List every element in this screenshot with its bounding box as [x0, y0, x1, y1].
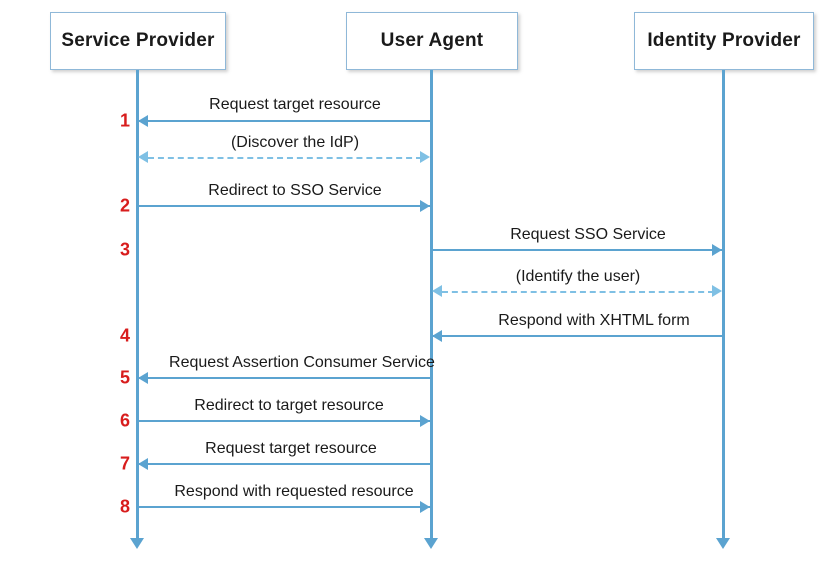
message-arrowhead-discover-idp-left	[138, 151, 148, 163]
step-number-8: 8	[119, 496, 130, 517]
step-number-6: 6	[119, 410, 130, 431]
message-line-4	[432, 335, 723, 337]
message-arrowhead-discover-idp-right	[420, 151, 430, 163]
actor-label-identity-provider: Identity Provider	[647, 30, 801, 51]
message-label-7: Request target resource	[205, 440, 377, 457]
message-label-identify-user: (Identify the user)	[515, 268, 641, 285]
message-arrowhead-1	[138, 115, 148, 127]
message-line-7	[138, 463, 431, 465]
message-line-3	[432, 249, 722, 251]
lifeline-arrow-user-agent	[424, 538, 438, 549]
message-arrowhead-identify-user-right	[712, 285, 722, 297]
message-arrowhead-6	[420, 415, 430, 427]
message-line-1	[138, 120, 431, 122]
step-number-5: 5	[119, 367, 130, 388]
message-arrowhead-2	[420, 200, 430, 212]
lifeline-arrow-service-provider	[130, 538, 144, 549]
message-arrowhead-7	[138, 458, 148, 470]
message-label-2: Redirect to SSO Service	[208, 182, 382, 199]
message-label-5: Request Assertion Consumer Service	[169, 354, 435, 371]
actor-box-service-provider	[50, 12, 226, 70]
message-label-3: Request SSO Service	[510, 226, 666, 243]
message-arrowhead-4	[432, 330, 442, 342]
actor-box-identity-provider	[634, 12, 814, 70]
message-label-1: Request target resource	[209, 96, 381, 113]
message-label-6: Redirect to target resource	[194, 397, 384, 414]
actor-box-user-agent	[346, 12, 518, 70]
lifeline-identity-provider	[722, 70, 725, 538]
message-line-8	[138, 506, 430, 508]
step-number-3: 3	[119, 239, 130, 260]
message-label-4: Respond with XHTML form	[498, 312, 690, 329]
message-arrowhead-identify-user-left	[432, 285, 442, 297]
message-line-5	[138, 377, 431, 379]
actor-label-user-agent: User Agent	[380, 30, 484, 51]
message-arrowhead-8	[420, 501, 430, 513]
step-number-2: 2	[119, 195, 130, 216]
step-number-7: 7	[119, 453, 130, 474]
message-line-2	[138, 205, 430, 207]
message-arrowhead-5	[138, 372, 148, 384]
message-label-8: Respond with requested resource	[174, 483, 414, 500]
message-label-discover-idp: (Discover the IdP)	[230, 134, 360, 151]
message-line-identify-user	[442, 291, 714, 293]
message-arrowhead-3	[712, 244, 722, 256]
actor-label-service-provider: Service Provider	[61, 30, 215, 51]
message-line-discover-idp	[148, 157, 422, 159]
step-number-4: 4	[119, 325, 130, 346]
message-line-6	[138, 420, 430, 422]
lifeline-arrow-identity-provider	[716, 538, 730, 549]
lifeline-user-agent	[430, 70, 433, 538]
step-number-1: 1	[119, 110, 130, 131]
